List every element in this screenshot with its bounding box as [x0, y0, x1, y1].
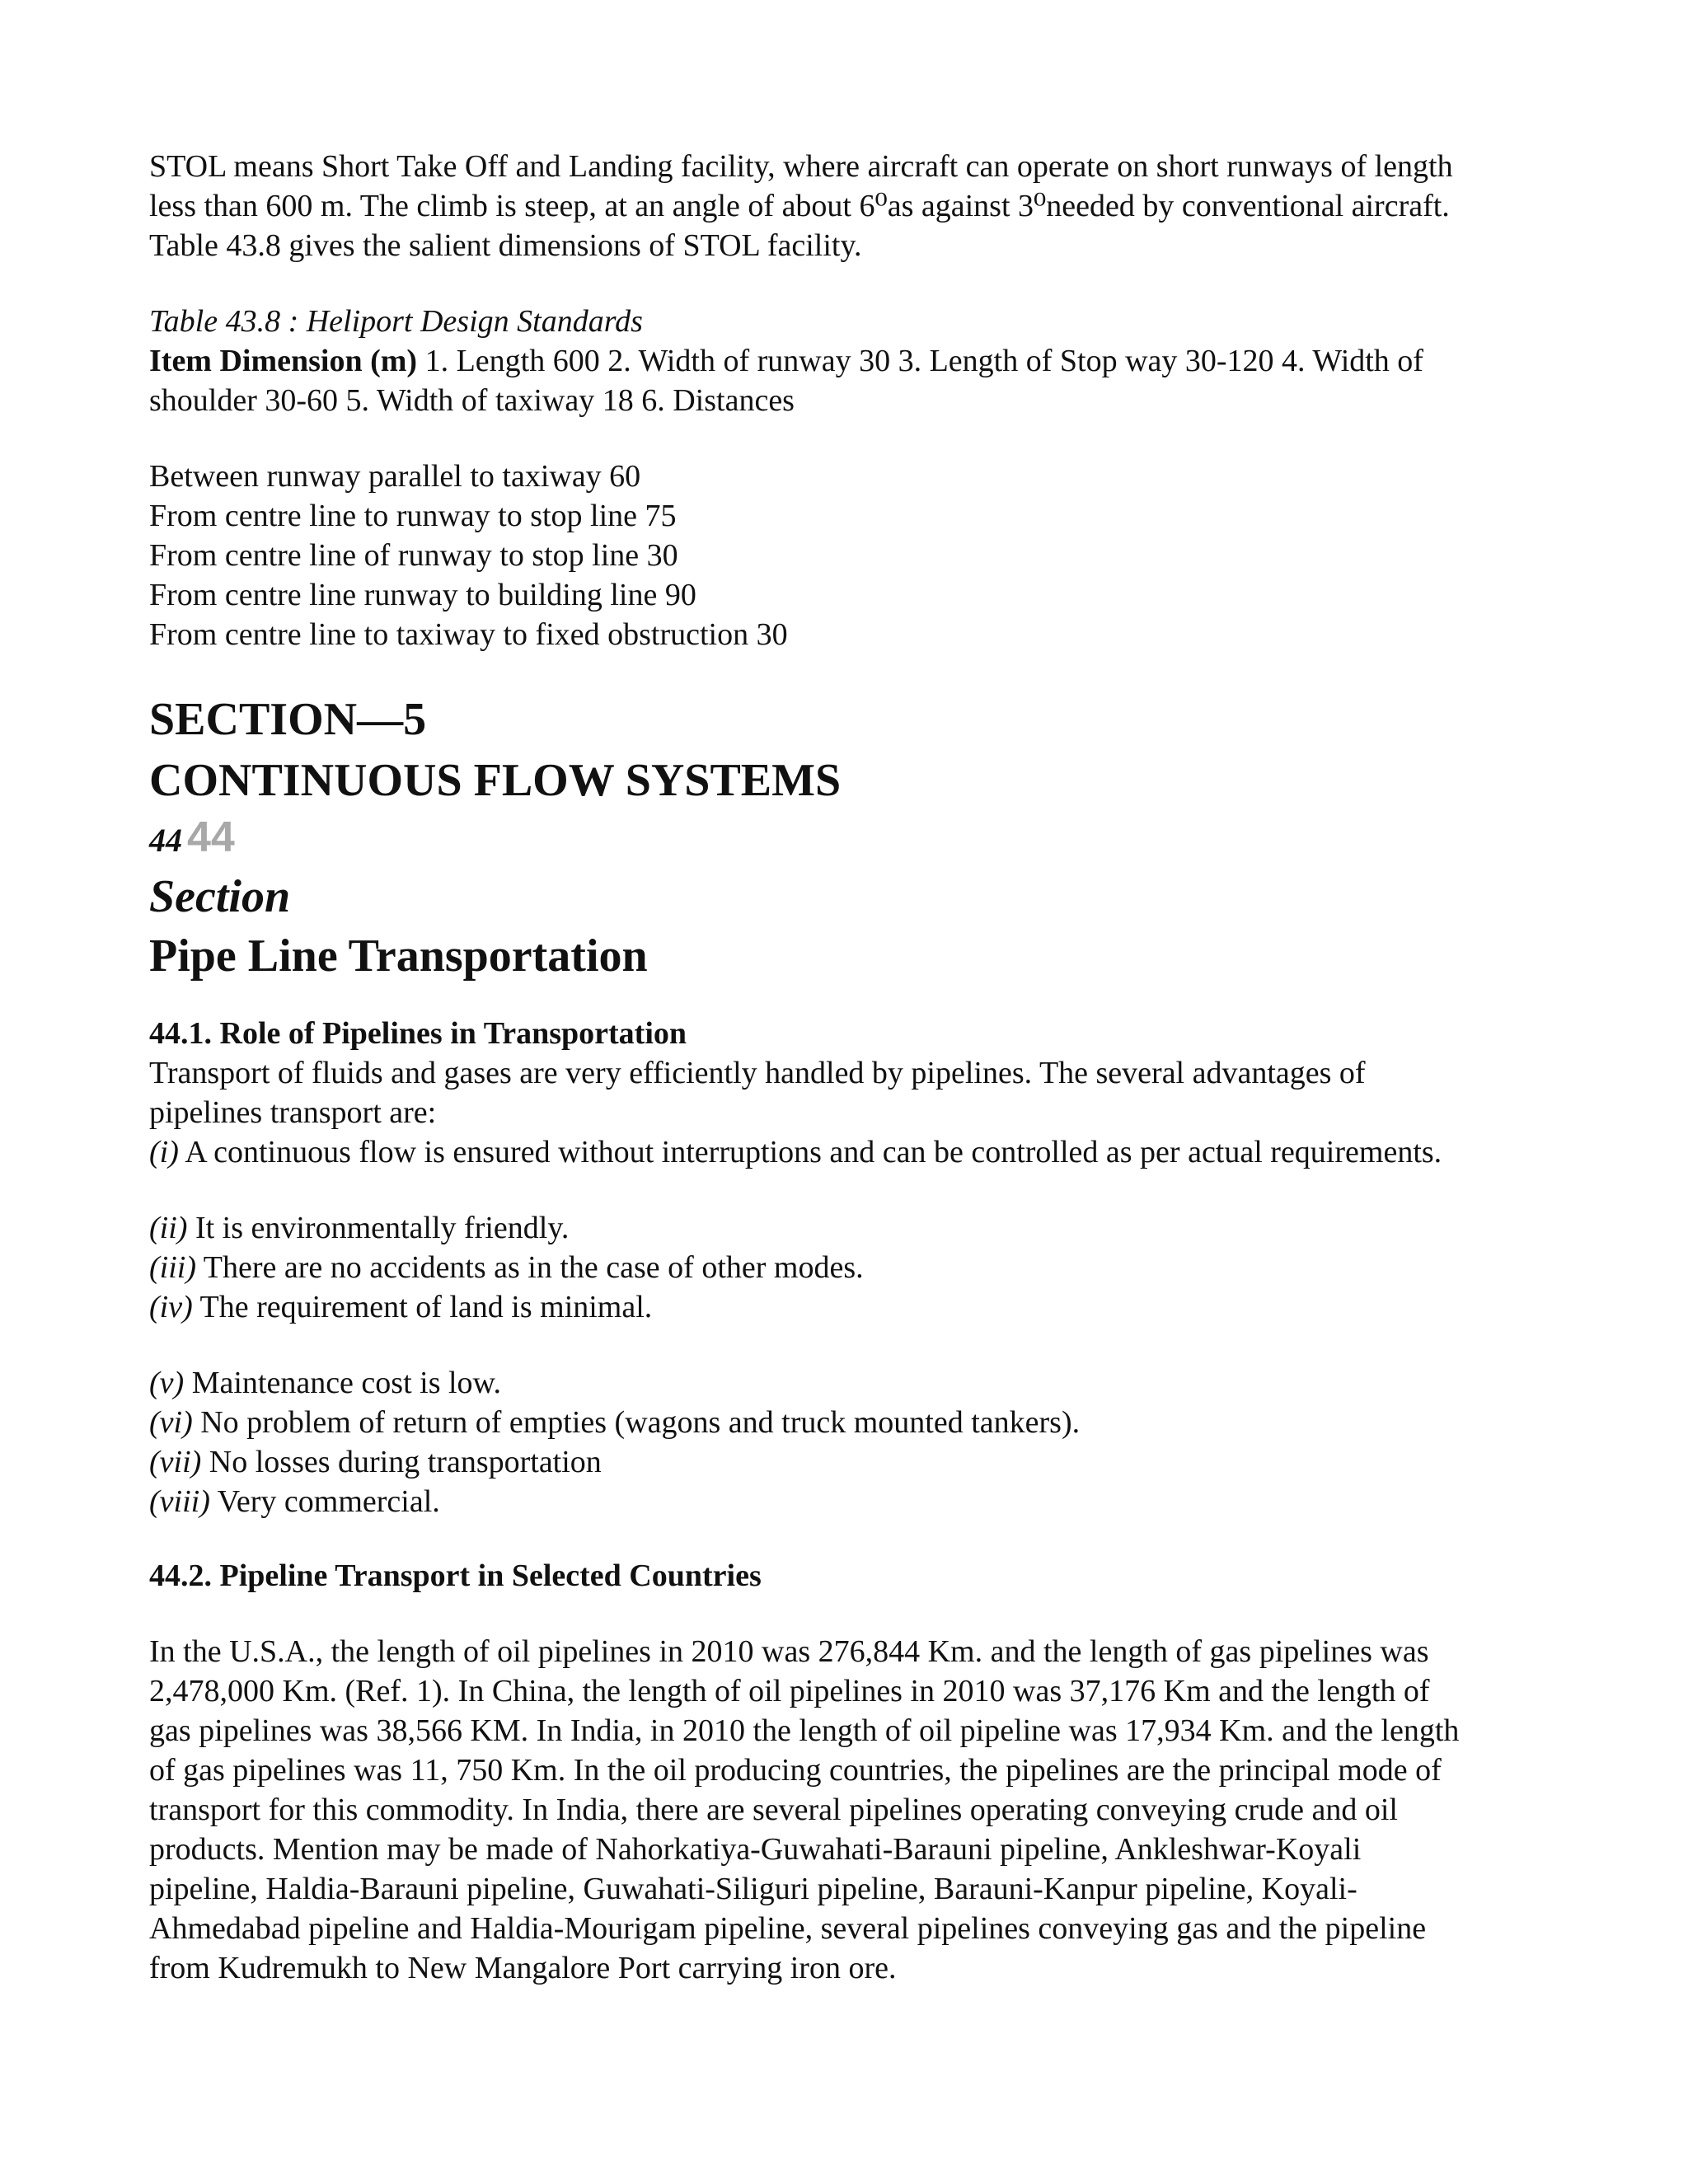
paragraph-line: of gas pipelines was 11, 750 Km. In the oil producing countries, the pipelines are the principal mode of	[149, 1753, 1442, 1788]
chapter-number	[149, 811, 1550, 867]
list-item-number: (iii)	[149, 1250, 196, 1285]
list-item	[149, 1132, 1550, 1172]
list-item-text: No problem of return of empties (wagons and truck mounted tankers).	[192, 1405, 1081, 1440]
paragraph-line: from Kudremukh to New Mangalore Port carrying iron ore.	[149, 1951, 897, 1985]
chapter-title: Pipe Line Transportation	[149, 930, 648, 982]
paragraph-line: 2,478,000 Km. (Ref. 1). In China, the length of oil pipelines in 2010 was 37,176 Km and the length of	[149, 1674, 1430, 1708]
subsection-heading-44-2: 44.2. Pipeline Transport in Selected Countries	[149, 1558, 762, 1593]
section-title-line-1: SECTION—5	[149, 694, 427, 745]
table-header-line-2: shoulder 30-60 5. Width of taxiway 18 6. Distances	[149, 383, 795, 418]
section-title-line-2: CONTINUOUS FLOW SYSTEMS	[149, 755, 842, 806]
list-item-text: A continuous flow is ensured without interruptions and can be controlled as per actual requirements.	[178, 1135, 1442, 1169]
table-caption: Table 43.8 : Heliport Design Standards	[149, 304, 643, 339]
paragraph-line: Ahmedabad pipeline and Haldia-Mourigam pipeline, several pipelines conveying gas and the pipeline	[149, 1911, 1427, 1946]
paragraph-line: Transport of fluids and gases are very efficiently handled by pipelines. The several advantages of	[149, 1056, 1366, 1090]
distance-item: From centre line to taxiway to fixed obstruction 30	[149, 617, 788, 652]
subsection-heading-44-1: 44.1. Role of Pipelines in Transportation	[149, 1016, 687, 1051]
distance-item: From centre line to runway to stop line 75	[149, 499, 677, 533]
intro-line-1: STOL means Short Take Off and Landing facility, where aircraft can operate on short runways of length	[149, 149, 1453, 184]
chapter-number-italic: 44	[149, 822, 182, 859]
table-header-line	[149, 341, 1550, 381]
paragraph-line: In the U.S.A., the length of oil pipelines in 2010 was 276,844 Km. and the length of gas pipelines was	[149, 1634, 1429, 1669]
paragraph-line: gas pipelines was 38,566 KM. In India, in 2010 the length of oil pipeline was 17,934 Km. and the length	[149, 1713, 1460, 1748]
chapter-label: Section	[149, 871, 291, 922]
list-item-text: Very commercial.	[209, 1484, 440, 1519]
list-item-number: (vi)	[149, 1405, 193, 1440]
distance-item: From centre line of runway to stop line 30	[149, 538, 678, 573]
list-item-number: (vii)	[149, 1445, 202, 1479]
list-item	[149, 1287, 1550, 1327]
list-item-text: It is environmentally friendly.	[187, 1211, 570, 1245]
document-page	[149, 147, 1550, 1988]
list-item	[149, 1442, 1550, 1482]
list-item	[149, 1403, 1550, 1442]
list-item-text: No losses during transportation	[201, 1445, 602, 1479]
list-item	[149, 1248, 1550, 1287]
list-item-number: (iv)	[149, 1290, 193, 1324]
list-item	[149, 1208, 1550, 1248]
list-item	[149, 1363, 1550, 1403]
list-item-number: (i)	[149, 1135, 179, 1169]
paragraph-line: pipeline, Haldia-Barauni pipeline, Guwahati-Siliguri pipeline, Barauni-Kanpur pipeline, Koyali-	[149, 1872, 1357, 1906]
list-item-text: Maintenance cost is low.	[184, 1366, 502, 1400]
list-item-text: The requirement of land is minimal.	[192, 1290, 653, 1324]
intro-line-2: less than 600 m. The climb is steep, at an angle of about 6⁰as against 3⁰needed by conventional aircraft.	[149, 189, 1450, 223]
list-item-number: (ii)	[149, 1211, 188, 1245]
paragraph-line: pipelines transport are:	[149, 1095, 437, 1130]
distance-item: Between runway parallel to taxiway 60	[149, 459, 641, 494]
list-item-number: (v)	[149, 1366, 185, 1400]
list-item-text: There are no accidents as in the case of other modes.	[195, 1250, 864, 1285]
distance-item: From centre line runway to building line 90	[149, 578, 696, 612]
list-item	[149, 1482, 1550, 1521]
paragraph-line: transport for this commodity. In India, there are several pipelines operating conveying crude and oil	[149, 1793, 1398, 1827]
intro-line-3: Table 43.8 gives the salient dimensions of STOL facility.	[149, 228, 862, 263]
paragraph-line: products. Mention may be made of Nahorkatiya-Guwahati-Barauni pipeline, Ankleshwar-Koyali	[149, 1832, 1362, 1867]
table-header-label: Item Dimension (m)	[149, 344, 418, 378]
chapter-number-grey: 44	[187, 813, 235, 861]
list-item-number: (viii)	[149, 1484, 210, 1519]
table-header-items: 1. Length 600 2. Width of runway 30 3. Length of Stop way 30-120 4. Width of	[417, 344, 1423, 378]
